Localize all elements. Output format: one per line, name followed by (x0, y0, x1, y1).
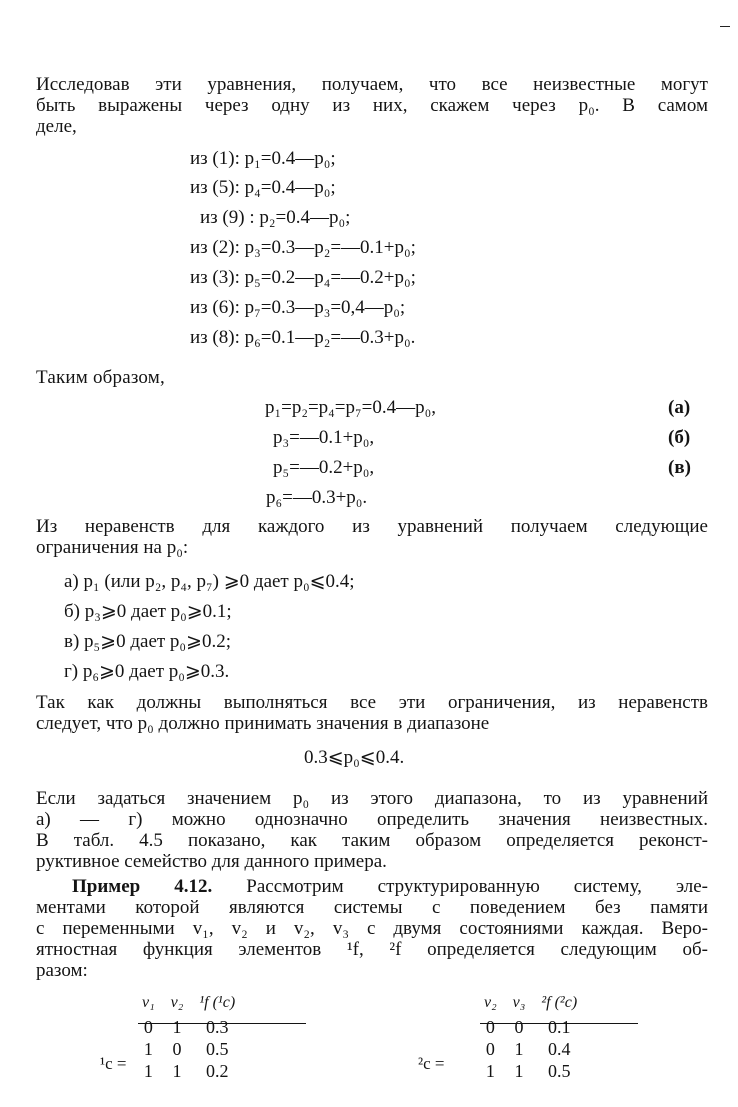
summary-eq-c: p₅=—0.2+p₀, (273, 457, 375, 478)
derivation-9: из (9) : p₂=0.4—p₀; (200, 207, 351, 228)
intro-paragraph (36, 74, 708, 137)
table2-cell: 0.1 (547, 1017, 571, 1037)
table1-cell: 0.2 (205, 1061, 229, 1081)
ineq-intro-paragraph (36, 516, 708, 558)
range-inequality: 0.3⩽p₀⩽0.4. (304, 747, 405, 768)
table2-cell: 1 (514, 1039, 524, 1059)
summary-eq-d: p₆=—0.3+p₀. (266, 487, 368, 508)
table2-cell: 1 (514, 1061, 524, 1081)
table1-cell: 0 (172, 1039, 182, 1059)
table2-row (476, 1060, 585, 1082)
table2-row (476, 1038, 585, 1060)
table1-header-row (134, 994, 243, 1016)
choose-line: а) — г) можно однозначно определить значения неизвестных. (36, 809, 708, 830)
example-line: разом: (36, 960, 88, 981)
summary-tag-b: (б) (668, 427, 691, 448)
all-constraints-paragraph (36, 692, 708, 734)
intro-line: деле, (36, 116, 77, 137)
table1-header: ¹f (¹c) (199, 994, 236, 1011)
intro-line: быть выражены через одну из них, скажем через p₀. В самом (36, 95, 708, 116)
table1-header: v₂ (170, 994, 184, 1011)
summary-tag-c: (в) (668, 457, 691, 478)
table1-cell: 1 (143, 1061, 153, 1081)
summary-eq-b: p₃=—0.1+p₀, (273, 427, 375, 448)
page-corner-mark (720, 26, 730, 27)
table1-cell: 1 (172, 1061, 182, 1081)
table1-cell: 0 (143, 1017, 153, 1037)
intro-line: Исследовав эти уравнения, получаем, что все неизвестные могут (36, 74, 708, 95)
table1-cell: 1 (172, 1017, 182, 1037)
constraint-c: в) p₅⩾0 дает p₀⩾0.2; (64, 631, 232, 652)
example-label: Пример 4.12. (72, 876, 213, 897)
derivation-6: из (6): p₇=0.3—p₃=0,4—p₀; (190, 297, 406, 318)
table1-row (134, 1060, 243, 1082)
table2-header: v₂ (484, 994, 497, 1011)
table2-cell: 1 (485, 1061, 495, 1081)
table2-label: ²c = (418, 1054, 445, 1073)
derivation-2: из (2): p₃=0.3—p₂=—0.1+p₀; (190, 237, 416, 258)
thus-label: Таким образом, (36, 367, 165, 388)
table1-cell: 1 (143, 1039, 153, 1059)
all-constraints-line: Так как должны выполняться все эти ограничения, из неравенств (36, 692, 708, 713)
derivation-5: из (5): p₄=0.4—p₀; (190, 177, 336, 198)
table1-cell: 0.5 (205, 1039, 229, 1059)
derivation-8: из (8): p₆=0.1—p₂=—0.3+p₀. (190, 327, 416, 348)
ineq-intro-line: Из неравенств для каждого из уравнений получаем следующие (36, 516, 708, 537)
table2-cell: 0 (485, 1017, 495, 1037)
derivation-3: из (3): p₅=0.2—p₄=—0.2+p₀; (190, 267, 416, 288)
table1-cell: 0.3 (205, 1017, 229, 1037)
example-line: ятностная функция элементов ¹f, ²f определяется следующим об- (36, 939, 708, 960)
constraint-d: г) p₆⩾0 дает p₀⩾0.3. (64, 661, 230, 682)
all-constraints-line: следует, что p₀ должно принимать значения в диапазоне (36, 713, 490, 734)
table2-cell: 0.5 (547, 1061, 571, 1081)
table2-rule (480, 1023, 638, 1024)
summary-tag-a: (а) (668, 397, 691, 418)
table2-header-row (476, 994, 585, 1016)
table1-header: v₁ (142, 994, 155, 1011)
table1-rule (138, 1023, 306, 1024)
example-line: ментами которой являются системы с поведением без памяти (36, 897, 708, 918)
choose-paragraph (36, 788, 708, 872)
table2-cell: 0 (485, 1039, 495, 1059)
constraint-a: а) p₁ (или p₂, p₄, p₇) ⩾0 дает p₀⩽0.4; (64, 571, 355, 592)
constraint-b: б) p₃⩾0 дает p₀⩾0.1; (64, 601, 232, 622)
choose-line: В табл. 4.5 показано, как таким образом определяется реконст- (36, 830, 708, 851)
table2 (476, 994, 585, 1082)
ineq-intro-line: ограничения на p₀: (36, 537, 189, 558)
derivation-1: из (1): p₁=0.4—p₀; (190, 148, 336, 169)
choose-line: Если задаться значением p₀ из этого диапазона, то из уравнений (36, 788, 708, 809)
table2-header: ²f (²c) (541, 994, 578, 1011)
table1-row (134, 1016, 243, 1038)
table1-label: ¹c = (100, 1054, 127, 1073)
example-text: Рассмотрим структурированную систему, эле- (246, 876, 708, 897)
example-line (36, 876, 708, 897)
summary-eq-a: p₁=p₂=p₄=p₇=0.4—p₀, (265, 397, 436, 418)
table2-cell: 0 (514, 1017, 524, 1037)
choose-line: руктивное семейство для данного примера. (36, 851, 387, 872)
table1 (134, 994, 243, 1082)
example-line: с переменными v₁, v₂ и v₂, v₃ с двумя состояниями каждая. Веро- (36, 918, 708, 939)
table2-cell: 0.4 (547, 1039, 571, 1059)
example-paragraph (36, 876, 708, 981)
table2-header: v₃ (512, 994, 526, 1011)
table1-row (134, 1038, 243, 1060)
table2-row (476, 1016, 585, 1038)
